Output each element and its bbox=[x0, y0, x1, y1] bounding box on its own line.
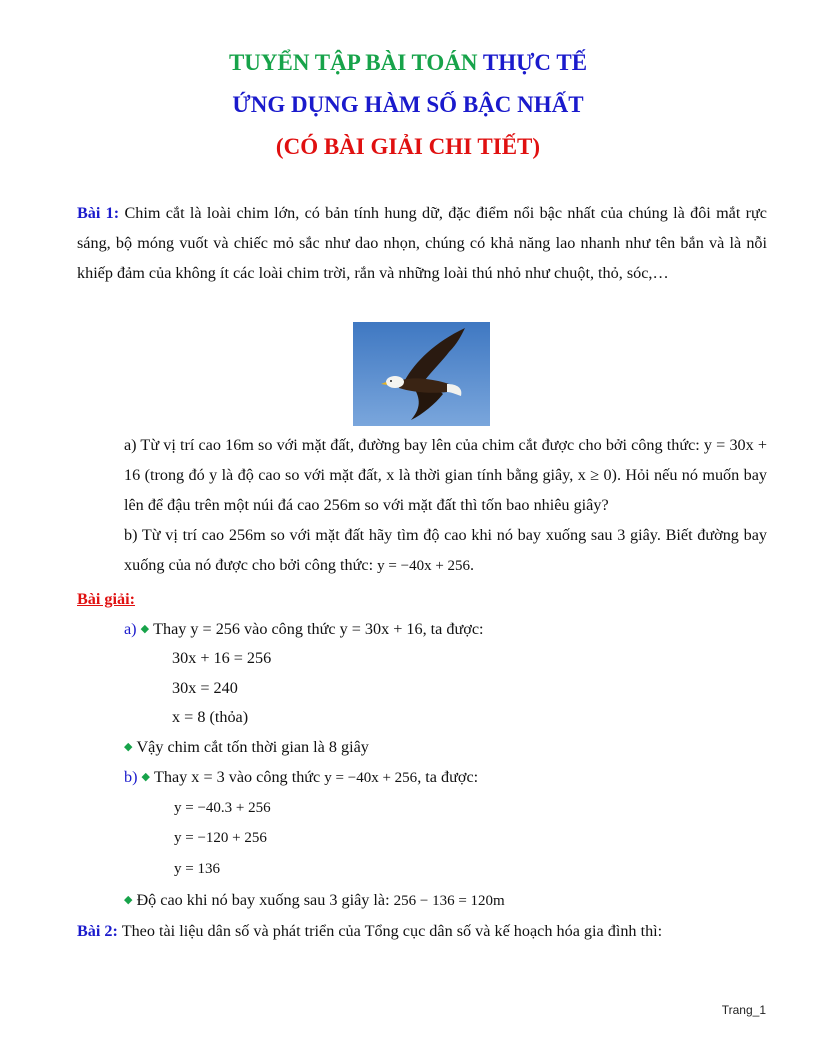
problem1-label: Bài 1: bbox=[77, 204, 120, 222]
problem2-label: Bài 2: bbox=[77, 922, 118, 940]
solution-a-step1: 30x + 16 = 256 bbox=[172, 649, 272, 667]
solution-b-step2: y = −120 + 256 bbox=[174, 830, 267, 846]
solution-b-intro bbox=[124, 768, 478, 787]
question-b bbox=[124, 520, 767, 581]
doc-title-line2: ỨNG DỤNG HÀM SỐ BẬC NHẤT bbox=[232, 92, 584, 117]
question-b-text: b) Từ vị trí cao 256m so với mặt đất hãy tìm độ cao khi nó bay xuống sau 3 giây. Biết đường bay xuống của nó được cho bởi công thức: bbox=[124, 526, 767, 574]
problem1-paragraph bbox=[77, 198, 767, 288]
diamond-bullet-icon: ◆ bbox=[140, 623, 150, 635]
solution-a-label: a) bbox=[124, 620, 137, 638]
doc-title-line3: (CÓ BÀI GIẢI CHI TIẾT) bbox=[275, 134, 541, 159]
title-part-blue: THỰC TẾ bbox=[482, 50, 588, 75]
doc-title-line1 bbox=[0, 50, 816, 76]
solution-a-intro-text: Thay y = 256 vào công thức y = 30x + 16, ta được: bbox=[153, 620, 484, 638]
question-b-formula: y = −40x + 256 bbox=[377, 558, 471, 574]
solution-b-conclusion-text: Độ cao khi nó bay xuống sau 3 giây là: bbox=[136, 891, 390, 909]
solution-a-step3: x = 8 (thỏa) bbox=[172, 708, 249, 726]
diamond-bullet-icon: ◆ bbox=[124, 894, 133, 906]
solution-b-label: b) bbox=[124, 768, 138, 786]
solution-a-conclusion bbox=[124, 738, 369, 757]
solution-a-intro bbox=[124, 620, 484, 639]
solution-b-conclusion-formula: 256 − 136 = 120m bbox=[393, 893, 505, 909]
solution-b-intro-text: Thay x = 3 vào công thức bbox=[154, 768, 321, 786]
solution-b-intro-end: , ta được: bbox=[417, 768, 479, 786]
problem2-text: Theo tài liệu dân số và phát triển của Tổng cục dân số và kế hoạch hóa gia đình thì: bbox=[121, 922, 663, 940]
diamond-bullet-icon: ◆ bbox=[141, 771, 150, 783]
question-a: a) Từ vị trí cao 16m so với mặt đất, đường bay lên của chim cắt được cho bởi công thức: y = 30x + 16 (trong đó y là độ cao so với mặt đất, x là thời gian tính bằng giây, x ≥ 0). Hỏi nếu nó muốn bay lên để đậu trên một núi đá cao 256m so với mặt đất thì tốn bao nhiêu giây? bbox=[124, 436, 767, 514]
problem1-text: Chim cắt là loài chim lớn, có bản tính hung dữ, đặc điểm nổi bậc nhất của chúng là đôi mắt rực sáng, bộ móng vuốt và chiếc mỏ sắc như dao nhọn, chúng có khả năng lao nhanh như tên bắn và là nỗi khiếp đảm của không ít các loài chim trời, rắn và những loài thú nhỏ như chuột, thỏ, sóc,… bbox=[77, 204, 767, 282]
solution-b-conclusion bbox=[124, 891, 505, 910]
eagle-photo bbox=[353, 322, 490, 426]
problem2-paragraph bbox=[77, 922, 662, 941]
solution-a-conclusion-text: Vậy chim cắt tốn thời gian là 8 giây bbox=[136, 738, 369, 756]
solution-heading: Bài giải: bbox=[77, 590, 136, 608]
page-number: Trang_1 bbox=[721, 1003, 766, 1017]
solution-b-step1: y = −40.3 + 256 bbox=[174, 800, 271, 816]
solution-a-step2: 30x = 240 bbox=[172, 679, 238, 697]
question-b-end: . bbox=[470, 556, 475, 574]
title-part-green: TUYỂN TẬP BÀI TOÁN bbox=[228, 50, 478, 75]
solution-b-step3: y = 136 bbox=[174, 861, 220, 877]
solution-b-intro-formula: y = −40x + 256 bbox=[324, 770, 418, 786]
eagle-icon bbox=[353, 322, 490, 426]
diamond-bullet-icon: ◆ bbox=[124, 741, 133, 753]
